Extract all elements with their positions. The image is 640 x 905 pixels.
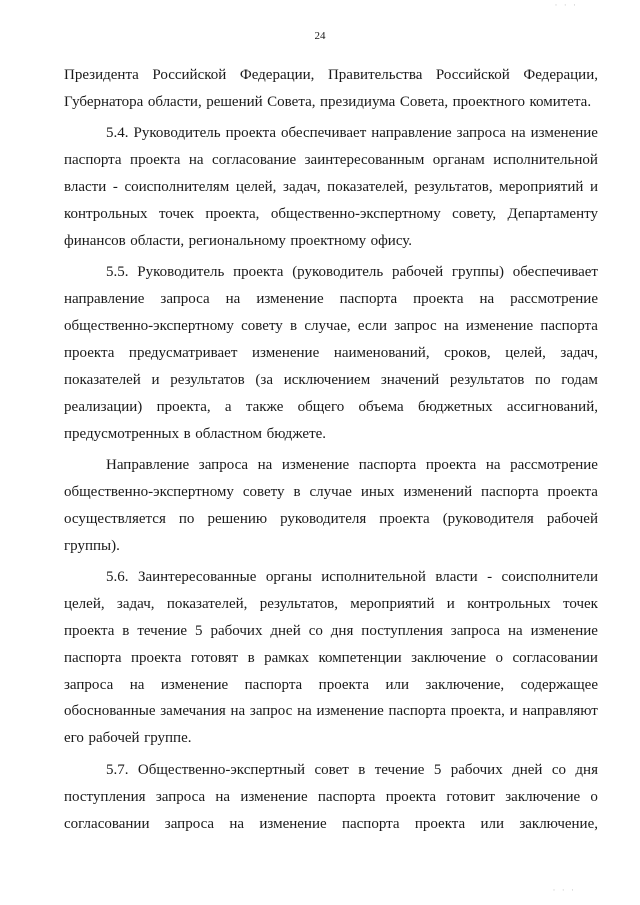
text-line: 5.7. Общественно-экспертный совет в течение 5 рабочих дней со дня bbox=[106, 761, 598, 778]
text-line: целей, задач, показателей, результатов, мероприятий и контрольных точек bbox=[64, 595, 598, 612]
text-line: проекта предусматривает изменение наименований, сроков, целей, задач, bbox=[64, 344, 598, 361]
text-line: осуществляется по решению руководителя проекта (руководителя рабочей bbox=[64, 510, 598, 527]
text-line: 5.5. Руководитель проекта (руководитель рабочей группы) обеспечивает bbox=[106, 264, 598, 281]
text-line: Губернатора области, решений Совета, президиума Совета, проектного комитета. bbox=[64, 93, 592, 110]
paragraph bbox=[64, 452, 598, 560]
text-line: обоснованные замечания на запрос на изменение паспорта проекта, и направляют bbox=[64, 703, 598, 720]
text-line: его рабочей группе. bbox=[64, 730, 192, 747]
text-line: паспорта проекта на согласование заинтересованным органам исполнительной bbox=[64, 152, 598, 169]
document-body bbox=[64, 62, 598, 837]
text-line: 5.6. Заинтересованные органы исполнительной власти - соисполнители bbox=[106, 569, 598, 586]
scan-mark: · · · bbox=[552, 885, 576, 895]
text-line: Президента Российской Федерации, Правительства Российской Федерации, bbox=[64, 67, 598, 83]
paragraph bbox=[64, 120, 598, 254]
text-line: власти - соисполнителям целей, задач, показателей, результатов, мероприятий и bbox=[64, 179, 598, 196]
text-line: 5.4. Руководитель проекта обеспечивает направление запроса на изменение bbox=[106, 125, 598, 142]
text-line: группы). bbox=[64, 537, 120, 554]
text-line: реализации) проекта, а также общего объема бюджетных ассигнований, bbox=[64, 398, 598, 415]
text-line: контрольных точек проекта, общественно-экспертному совету, Департаменту bbox=[64, 205, 598, 222]
text-line: предусмотренных в областном бюджете. bbox=[64, 425, 327, 442]
text-line: общественно-экспертному совету в случае, если запрос на изменение паспорта bbox=[64, 318, 598, 335]
text-line: запроса на изменение паспорта проекта или заключение, содержащее bbox=[64, 676, 598, 693]
text-line: показателей и результатов (за исключением значений результатов по годам bbox=[64, 371, 598, 388]
scan-mark: · · · bbox=[554, 0, 578, 10]
text-line: проекта в течение 5 рабочих дней со дня поступления запроса на изменение bbox=[64, 622, 598, 639]
text-line: паспорта проекта готовят в рамках компетенции заключение о согласовании bbox=[64, 649, 598, 666]
text-line: Направление запроса на изменение паспорта проекта на рассмотрение bbox=[106, 456, 598, 473]
paragraph bbox=[64, 757, 598, 838]
text-line: согласовании запроса на изменение паспорта проекта или заключение, bbox=[64, 815, 598, 832]
page-number: 24 bbox=[314, 30, 326, 42]
text-line: общественно-экспертному совету в случае иных изменений паспорта проекта bbox=[64, 483, 598, 500]
paragraph bbox=[64, 259, 598, 447]
text-line: направление запроса на изменение паспорта проекта на рассмотрение bbox=[64, 291, 598, 308]
text-line: финансов области, региональному проектному офису. bbox=[64, 232, 413, 249]
paragraph bbox=[64, 564, 598, 752]
text-line: поступления запроса на изменение паспорта проекта готовит заключение о bbox=[64, 788, 598, 805]
paragraph bbox=[64, 62, 598, 116]
